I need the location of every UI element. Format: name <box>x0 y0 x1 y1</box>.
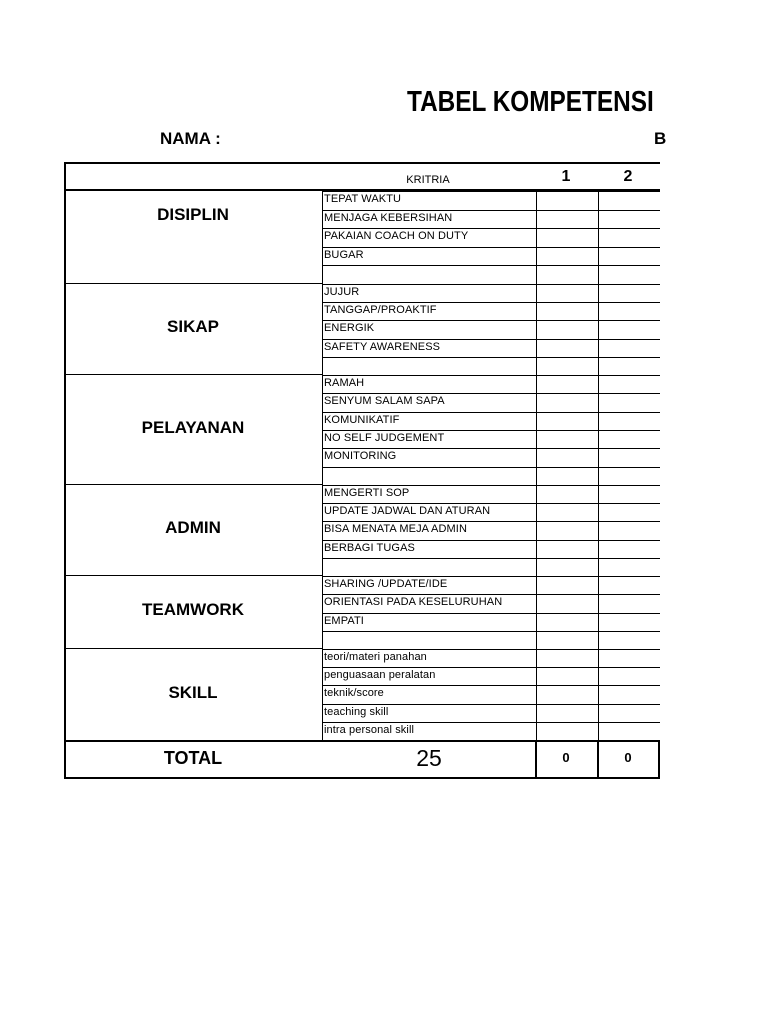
criterion-item: SENYUM SALAM SAPA <box>324 395 445 407</box>
total-column-1: 0 <box>562 750 570 765</box>
criterion-item: TEPAT WAKTU <box>324 193 402 205</box>
criterion-item: MENJAGA KEBERSIHAN <box>324 212 453 224</box>
criterion-item: TANGGAP/PROAKTIF <box>324 304 437 316</box>
name-label: NAMA : <box>160 129 221 148</box>
total-column-2: 0 <box>624 750 632 765</box>
criterion-item: teknik/score <box>324 687 384 699</box>
total-right-border <box>658 740 660 778</box>
total-criteria-count: 25 <box>416 745 442 771</box>
criterion-item: teori/materi panahan <box>324 651 427 663</box>
criterion-item: BERBAGI TUGAS <box>324 542 415 554</box>
row-line <box>322 357 660 358</box>
row-line <box>322 558 660 559</box>
criteria-header: KRITRIA <box>406 174 450 186</box>
category-teamwork: TEAMWORK <box>142 600 244 619</box>
criterion-item: SAFETY AWARENESS <box>324 341 441 353</box>
page-title: TABEL KOMPETENSI <box>407 86 654 118</box>
row-line <box>322 631 660 632</box>
category-separator <box>64 575 322 576</box>
criterion-item: RAMAH <box>324 377 365 389</box>
criterion-item: intra personal skill <box>324 724 415 736</box>
criterion-item: MENGERTI SOP <box>324 487 410 499</box>
category-pelayanan: PELAYANAN <box>141 418 245 437</box>
total-label: TOTAL <box>163 748 223 768</box>
row-line <box>322 467 660 468</box>
table-top-border <box>64 162 660 164</box>
table-bottom-border <box>64 777 660 779</box>
category-separator <box>64 283 322 284</box>
criterion-item: JUJUR <box>324 286 360 298</box>
criterion-item: UPDATE JADWAL DAN ATURAN <box>324 505 491 517</box>
category-separator <box>64 374 322 375</box>
criterion-item: BUGAR <box>324 249 364 261</box>
criterion-item: teaching skill <box>324 706 389 718</box>
criterion-item: KOMUNIKATIF <box>324 414 400 426</box>
right-header-fragment: B <box>654 129 667 148</box>
category-separator <box>64 648 322 649</box>
category-criteria-divider <box>322 191 323 740</box>
category-sikap: SIKAP <box>167 317 219 336</box>
criterion-item: BISA MENATA MEJA ADMIN <box>324 523 467 535</box>
score-column-2-divider <box>598 191 599 740</box>
category-admin: ADMIN <box>165 518 221 537</box>
criterion-item: PAKAIAN COACH ON DUTY <box>324 230 469 242</box>
criterion-item: ENERGIK <box>324 322 375 334</box>
row-line <box>322 265 660 266</box>
criterion-item: NO SELF JUDGEMENT <box>324 432 445 444</box>
criterion-item: MONITORING <box>324 450 397 462</box>
criterion-item: EMPATI <box>324 615 364 627</box>
score-column-1-divider <box>536 191 537 740</box>
score-column-2-header: 2 <box>623 168 633 185</box>
score-column-1-header: 1 <box>561 168 571 185</box>
category-skill: SKILL <box>168 683 218 702</box>
category-separator <box>64 484 322 485</box>
criterion-item: penguasaan peralatan <box>324 669 436 681</box>
criterion-item: ORIENTASI PADA KESELURUHAN <box>324 596 503 608</box>
total-top-border <box>64 740 660 742</box>
criterion-item: SHARING /UPDATE/IDE <box>324 578 448 590</box>
category-disiplin: DISIPLIN <box>157 205 229 224</box>
